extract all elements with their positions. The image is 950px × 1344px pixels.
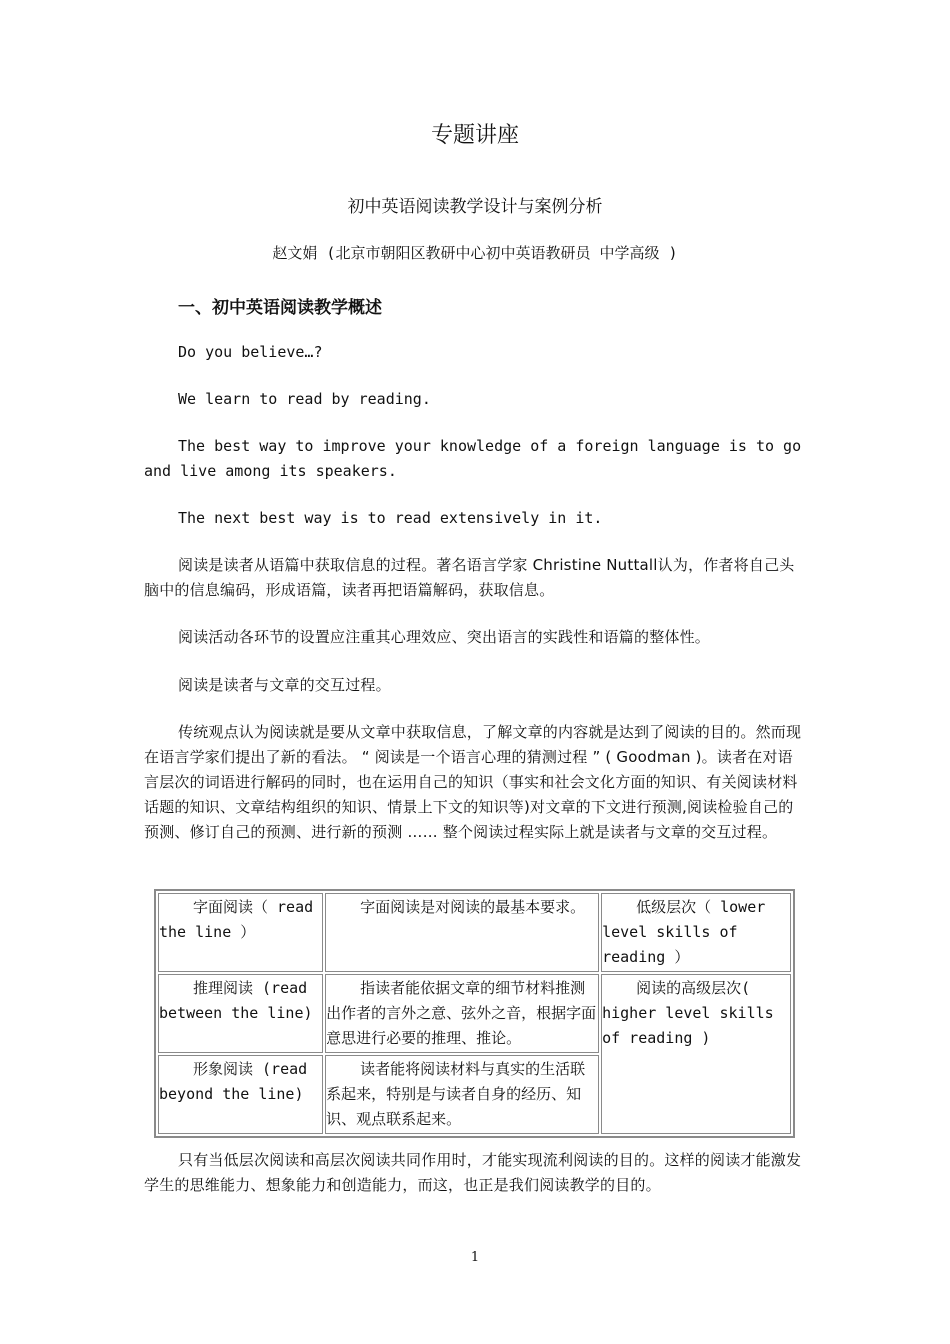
table-cell: [601, 893, 791, 972]
reading-type: 字面阅读（ read the line ）: [159, 898, 314, 941]
table-cell: [158, 893, 323, 972]
paragraph: Do you believe…?: [178, 343, 323, 361]
document-subtitle: 初中英语阅读教学设计与案例分析: [347, 197, 603, 217]
reading-description: 读者能将阅读材料与真实的生活联系起来，特别是与读者自身的经历、知识、观点联系起来。: [326, 1060, 586, 1128]
paragraph: The next best way is to read extensively in it.: [178, 509, 603, 527]
table-cell: [325, 974, 599, 1053]
paragraph: We learn to read by reading.: [178, 390, 431, 408]
author-line: 赵文娟 (北京市朝阳区教研中心初中英语教研员 中学高级 ): [272, 244, 678, 262]
closing-paragraph: 只有当低层次阅读和高层次阅读共同作用时，才能实现流利阅读的目的。这样的阅读才能激发学生的思维能力、想象能力和创造能力，而这，也正是我们阅读教学的目的。: [144, 1151, 802, 1194]
paragraph: The best way to improve your knowledge of a foreign language is to go and live among its speakers.: [144, 437, 802, 480]
paragraph: 传统观点认为阅读就是要从文章中获取信息，了解文章的内容就是达到了阅读的目的。然而现在语言学家们提出了新的看法。 “ 阅读是一个语言心理的猜测过程 ” ( Goodman )。读者在对语言层次的词语进行解码的同时，也在运用自己的知识（事实和社会文化方面的知识、有关阅读材料话题的知识、文章结构组织的知识、情景上下文的知识等)对文章的下文进行预测,阅读检验自己的预测、修订自己的预测、进行新的预测 …… 整个阅读过程实际上就是读者与文章的交互过程。: [144, 723, 802, 841]
reading-level: 阅读的高级层次( higher level skills of reading ): [602, 979, 774, 1047]
table-cell: [325, 893, 599, 972]
table-cell: [158, 974, 323, 1053]
table-cell: [601, 974, 791, 1134]
table-row: [158, 974, 791, 1053]
section-heading: 一、初中英语阅读教学概述: [178, 298, 382, 318]
reading-type: 形象阅读 (read beyond the line): [159, 1060, 308, 1103]
page-number: 1: [470, 1250, 480, 1265]
reading-type: 推理阅读 (read between the line): [159, 979, 313, 1022]
reading-levels-table: [154, 889, 795, 1138]
paragraph: 阅读活动各环节的设置应注重其心理效应、突出语言的实践性和语篇的整体性。: [178, 628, 711, 646]
paragraph: 阅读是读者从语篇中获取信息的过程。著名语言学家 Christine Nuttall认为，作者将自己头脑中的信息编码，形成语篇，读者再把语篇解码，获取信息。: [144, 556, 795, 599]
reading-level: 低级层次（ lower level skills of reading ）: [602, 898, 766, 966]
paragraph: 阅读是读者与文章的交互过程。: [178, 676, 391, 694]
reading-description: 指读者能依据文章的细节材料推测出作者的言外之意、弦外之音，根据字面意思进行必要的推理、推论。: [326, 979, 597, 1047]
document-title: 专题讲座: [430, 123, 519, 148]
table-cell: [158, 1055, 323, 1134]
reading-description: 字面阅读是对阅读的最基本要求。: [360, 898, 586, 916]
table-cell: [325, 1055, 599, 1134]
table-row: [158, 893, 791, 972]
